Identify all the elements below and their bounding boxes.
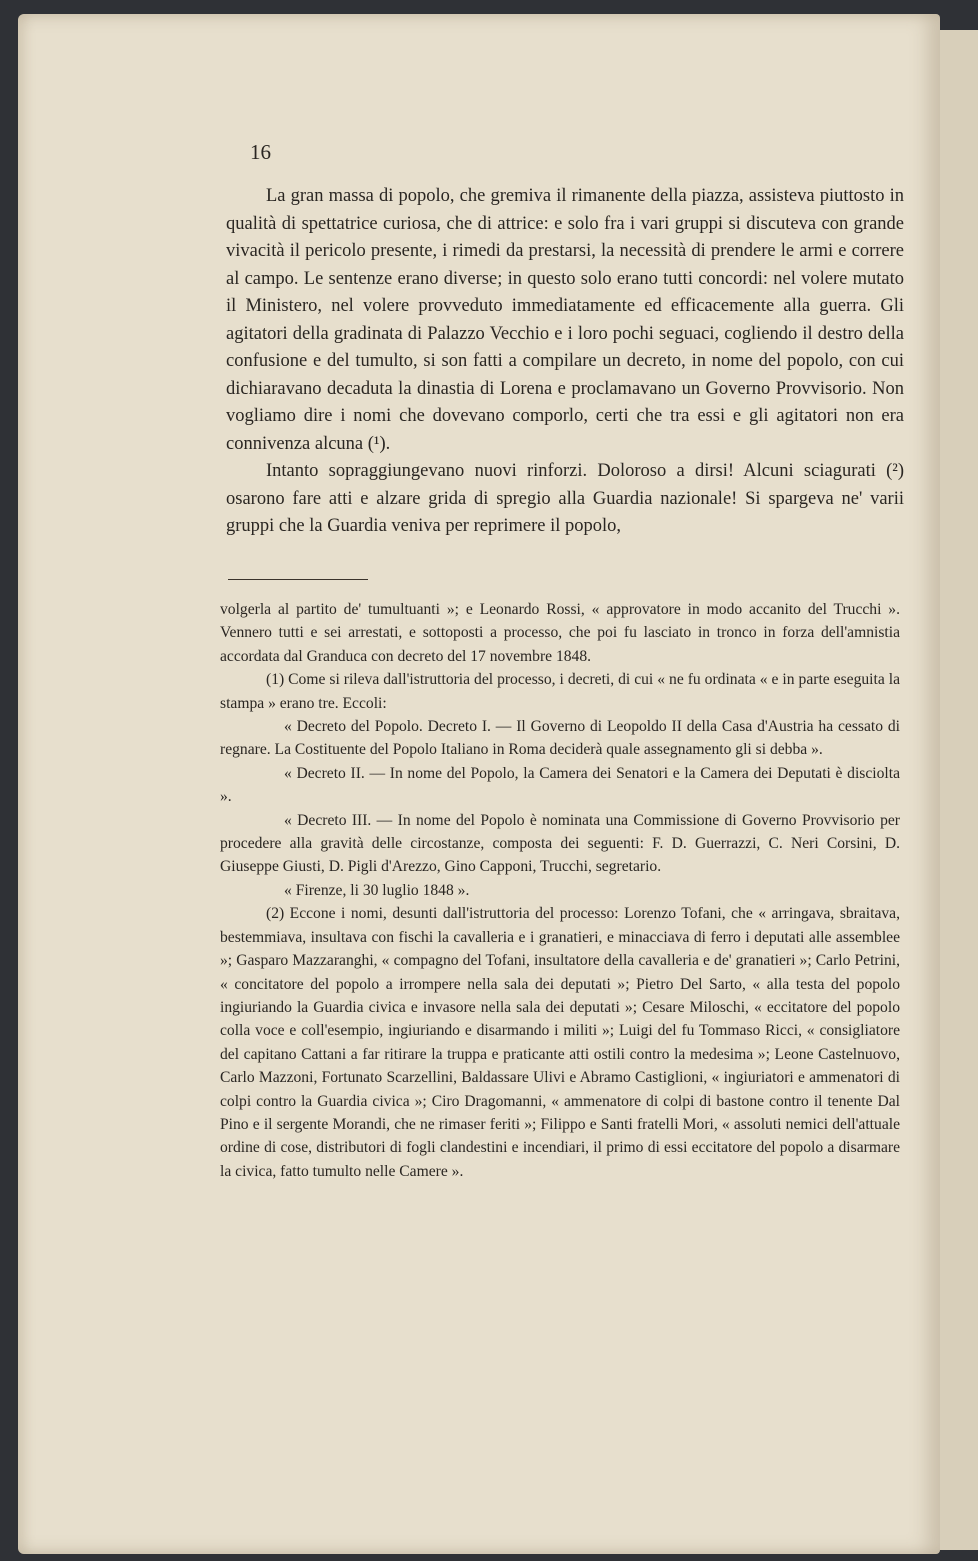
- footnote-1-decree-3: « Decreto III. — In nome del Popolo è nominata una Commissione di Governo Provvisorio per procedere alla gravità delle circostanze, composta dei seguenti: F. D. Guerrazzi, C. Neri Corsini, D. Giuseppe Giusti, D. Pigli d'Arezzo, Gino Capponi, Trucchi, segretario.: [220, 811, 900, 876]
- adjacent-page-edge: [936, 30, 978, 1550]
- page-number: 16: [250, 140, 271, 164]
- footnote-1-decree-2: « Decreto II. — In nome del Popolo, la Camera dei Senatori e la Camera dei Deputati è disciolta ».: [220, 764, 900, 806]
- footnote-continuation: volgerla al partito de' tumultuanti »; e Leonardo Rossi, « approvatore in modo accanito del Trucchi ». Vennero tutti e sei arrestati, e sottoposti a processo, che poi fu lasciato in tronco in forza dell'amnistia accordata dal Granduca con decreto del 17 novembre 1848.: [220, 601, 900, 665]
- footnote-1: (1) Come si rileva dall'istruttoria del processo, i decreti, di cui « ne fu ordinata « e in parte eseguita la stampa » erano tre. Eccoli:: [220, 671, 900, 712]
- body-paragraph-1: La gran massa di popolo, che gremiva il rimanente della piazza, assisteva piuttosto in qualità di spettatrice curiosa, che di attrice: e solo fra i vari gruppi si discuteva con grande vivacità il pericolo presente, i rimedi da prestarsi, la necessità di prendere le armi e correre al campo. Le sentenze erano diverse; in questo solo erano tutti concordi: nel volere mutato il Ministero, nel volere provveduto immediatamente ed efficacemente alla guerra. Gli agitatori della gradinata di Palazzo Vecchio e i loro pochi seguaci, cogliendo il destro della confusione e del tumulto, si son fatti a compilare un decreto, in nome del popolo, con cui dichiaravano decaduta la dinastia di Lorena e proclamavano un Governo Provvisorio. Non vogliamo dire i nomi che dovevano comporlo, certi che tra essi e gli agitatori non era connivenza alcuna (¹).: [226, 186, 904, 454]
- footnotes: [220, 598, 900, 1183]
- footnote-separator: [228, 579, 368, 580]
- footnote-1-decree-1: « Decreto del Popolo. Decreto I. — Il Governo di Leopoldo II della Casa d'Austria ha cessato di regnare. La Costituente del Popolo Italiano in Roma deciderà quale assegnamento gli si debba ».: [220, 718, 900, 759]
- footnote-2: (2) Eccone i nomi, desunti dall'istruttoria del processo: Lorenzo Tofani, che « arringava, sbraitava, bestemmiava, insultava con fischi la cavalleria e i granatieri, e minacciava di ferro i deputati alle assemblee »; Gasparo Mazzaranghi, « compagno del Tofani, insultatore della cavalleria e de' granatieri »; Carlo Petrini, « concitatore del popolo a irrompere nella sala dei deputati »; Pietro Del Sarto, « alla testa del popolo ingiuriando la Guardia civica e invasore nella sala dei deputati »; Cesare Miloschi, « eccitatore del popolo colla voce e coll'esempio, ingiuriando e disarmando i militi »; Luigi del fu Tommaso Ricci, « consigliatore del capitano Cattani a far ritirare la truppa e praticante atti ostili contro la medesima »; Leone Castelnuovo, Carlo Mazzoni, Fortunato Scarzellini, Baldassare Ulivi e Abramo Castiglioni, « ingiuriatori e ammenatori di colpi contro la Guardia civica »; Ciro Dragomanni, « ammenatore di colpi di bastone contro il tenente Dal Pino e il sergente Morandi, che ne rimaser feriti »; Filippo e Santi fratelli Mori, « assoluti nemici dell'attuale ordine di cose, distributori di fogli clandestini e incendiari, il primo di essi eccitatore del popolo a disarmare la civica, fatto tumulto nelle Camere ».: [220, 905, 900, 1180]
- footnote-1-date: « Firenze, li 30 luglio 1848 ».: [284, 881, 470, 899]
- body-paragraph-2: Intanto sopraggiungevano nuovi rinforzi. Doloroso a dirsi! Alcuni sciagurati (²) osarono fare atti e alzare grida di spregio alla Guardia nazionale! Si spargeva ne' varii gruppi che la Guardia veniva per reprimere il popolo,: [226, 461, 904, 536]
- main-text: [226, 183, 904, 541]
